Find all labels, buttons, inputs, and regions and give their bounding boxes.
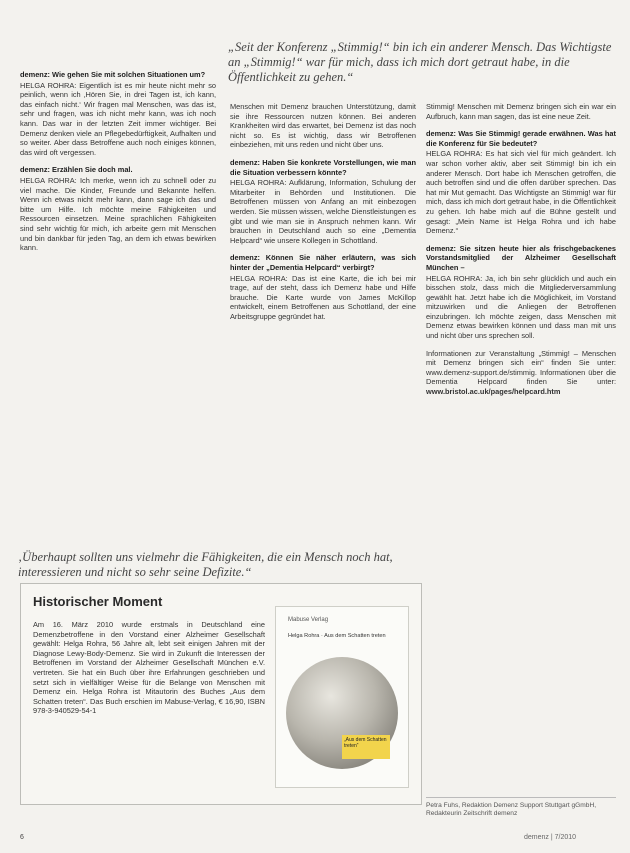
info-text: Informationen zur Veranstaltung „Stimmig! – Menschen mit Demenz bringen sich ein“ finden Sie unter: www.demenz-support.de/stimmig. Informationen über die Dementia Helpcard finden Sie unter:: [426, 348, 616, 387]
historic-moment-box: [20, 583, 422, 805]
page-number: 6: [20, 834, 24, 841]
article-column-1: [20, 70, 216, 261]
interview-answer: HELGA ROHRA: Es hat sich viel für mich geändert. Ich war schon vorher aktiv, aber seit Stimmig! bin ich ein anderer Mensch. Dort habe ich Menschen getroffen, die auch betroffen sind und die offen darüber sprechen. Das hat mir Mut gemacht. Das Wichtigste an Stimmig! war für mich, dass ich mich dort getraut habe, in die Öffentlichkeit zu gehen. Ich habe mich auf die Bühne gestellt und gesagt: „Mein Name ist Helga Rohra und ich habe Demenz.“: [426, 149, 616, 236]
interview-question: demenz: Wie gehen Sie mit solchen Situationen um?: [20, 70, 206, 79]
pull-quote-middle: ‚Überhaupt sollten uns vielmehr die Fähigkeiten, die ein Mensch noch hat, interessieren und nicht so sehr seine Defizite.“: [18, 550, 393, 579]
column-intro: Stimmig! Menschen mit Demenz bringen sich ein war ein Aufbruch, kann man sagen, das ist eine neue Zeit.: [426, 102, 616, 121]
book-cover-image: [275, 606, 409, 788]
historic-text: [33, 620, 265, 716]
interview-answer: HELGA ROHRA: Eigentlich ist es mir heute nicht mehr so peinlich, wenn ich ‚Hören Sie, in drei Tagen ist, ich kann, das einfach nicht.‘ Wir fragen mal Menschen, was das ist, sehr und fragen, was ich nicht mehr kann, was ich noch kann. Das war in der letzten Zeit immer wichtiger. Bei Demenz denken viele an Pflegebedürftigkeit, Aufhalten und so weiter. Aber dass Betroffene auch noch einiges können, das wird oft vergessen.: [20, 80, 216, 157]
book-title: Helga Rohra · Aus dem Schatten treten: [288, 633, 386, 639]
historic-title: Historischer Moment: [33, 594, 163, 609]
issue-footer: demenz | 7/2010: [524, 834, 577, 841]
pull-quote-top: „Seit der Konferenz „Stimmig!“ bin ich ein anderer Mensch. Das Wichtigste an „Stimmig!“ war für mich, dass ich mich dort getraut habe, in die Öffentlichkeit zu gehen.“: [228, 40, 612, 84]
article-column-3: [426, 102, 616, 405]
interview-question: demenz: Können Sie näher erläutern, was sich hinter der „Dementia Helpcard“ verbirgt?: [230, 253, 416, 272]
column-intro: Menschen mit Demenz brauchen Unterstützung, damit sie ihre Ressourcen nutzen können. Bei anderen Krankheiten wird das erwartet, bei Demenz ist das noch nicht so. Es ist wichtig, dass wir Betroffenen einbeziehen, mit uns reden und nicht über uns.: [230, 102, 416, 150]
historic-credit: Das Buch erschien im Mabuse-Verlag, € 16,90, ISBN 978-3-940529-54-1: [33, 696, 265, 716]
interview-question: demenz: Erzählen Sie doch mal.: [20, 165, 133, 175]
publisher-logo: Mabuse Verlag: [288, 617, 329, 623]
author-credit: Petra Fuhs, Redaktion Demenz Support Stuttgart gGmbH, Redakteurin Zeitschrift demenz: [426, 797, 616, 819]
interview-answer: HELGA ROHRA: Ja, ich bin sehr glücklich und auch ein bisschen stolz, dass mich die Mitgliederversammlung gewählt hat. Jetzt habe ich die Möglichkeit, im Vorstand mitzuwirken und die Anliegen der Betroffenen einzubringen. Ich möchte zeigen, dass Menschen mit Demenz etwas bewirken können und dass man mit uns und nicht über uns sprechen soll.: [426, 273, 616, 341]
interview-question: demenz: Haben Sie konkrete Vorstellungen, wie man die Situation verbessern könnte?: [230, 157, 416, 177]
historic-body: Am 16. März 2010 wurde erstmals in Deutschland eine Demenzbetroffene in den Vorstand einer Alzheimer Gesellschaft gewählt: Helga Rohra, 56 Jahre alt, lebt seit einigen Jahren mit der Diagnose Lewy-Body-Demenz. Sie wird in Zukunft die Interessen der Betroffenen im Vorstand der Alzheimer Gesellschaft München e.V. vertreten. Sie hat ein Buch über ihre Erfahrungen geschrieben und setzt sich in vielfältiger Weise für die Belange von Menschen mit Demenz ein. Helga Rohra ist Mitautorin des Buches „Aus dem Schatten treten“.: [33, 620, 265, 706]
book-badge: „Aus dem Schatten treten“: [342, 735, 390, 759]
interview-question: demenz: Was Sie Stimmig! gerade erwähnen. Was hat die Konferenz für Sie bedeutet?: [426, 129, 616, 148]
interview-answer: HELGA ROHRA: Das ist eine Karte, die ich bei mir trage, auf der steht, dass ich Demenz habe und Hilfe brauche. Die Karte wurde von James McKillop entwickelt, einem Betroffenen aus Schottland, der eine Arbeitsgruppe gegründet hat.: [230, 273, 416, 321]
info-note: [426, 349, 616, 397]
interview-question: demenz: Sie sitzen heute hier als frischgebackenes Vorstandsmitglied der Alzheimer Gesellschaft München –: [426, 243, 616, 272]
article-column-2: [230, 102, 416, 329]
interview-answer: HELGA ROHRA: Ich merke, wenn ich zu schnell oder zu viel mache. Die Kinder, Freunde und Bekannte helfen. Wenn ich etwas nicht mehr kann, dann sage ich das und bitte um Hilfe. Ich möchte meine Fähigkeiten und Ressourcen einsetzen. Meine sprachlichen Fähigkeiten sind sehr wichtig für mich, ich arbeite gern mit Menschen und bin dankbar für jeden Tag, an dem ich etwas bewirken kann.: [20, 175, 216, 253]
interview-answer: HELGA ROHRA: Aufklärung, Information, Schulung der Mitarbeiter in Behörden und Institutionen. Die Betroffenen müssen von Anfang an mit einbezogen werden. Sie müssen wissen, welche Dienstleistungen es gibt und wie man sie in Anspruch nehmen kann. Wir brauchen in Deutschland auch so eine „Dementia Helpcard“ wie unsere Kollegen in Schottland.: [230, 178, 416, 245]
helpcard-link[interactable]: www.bristol.ac.uk/pages/helpcard.htm: [426, 387, 561, 397]
